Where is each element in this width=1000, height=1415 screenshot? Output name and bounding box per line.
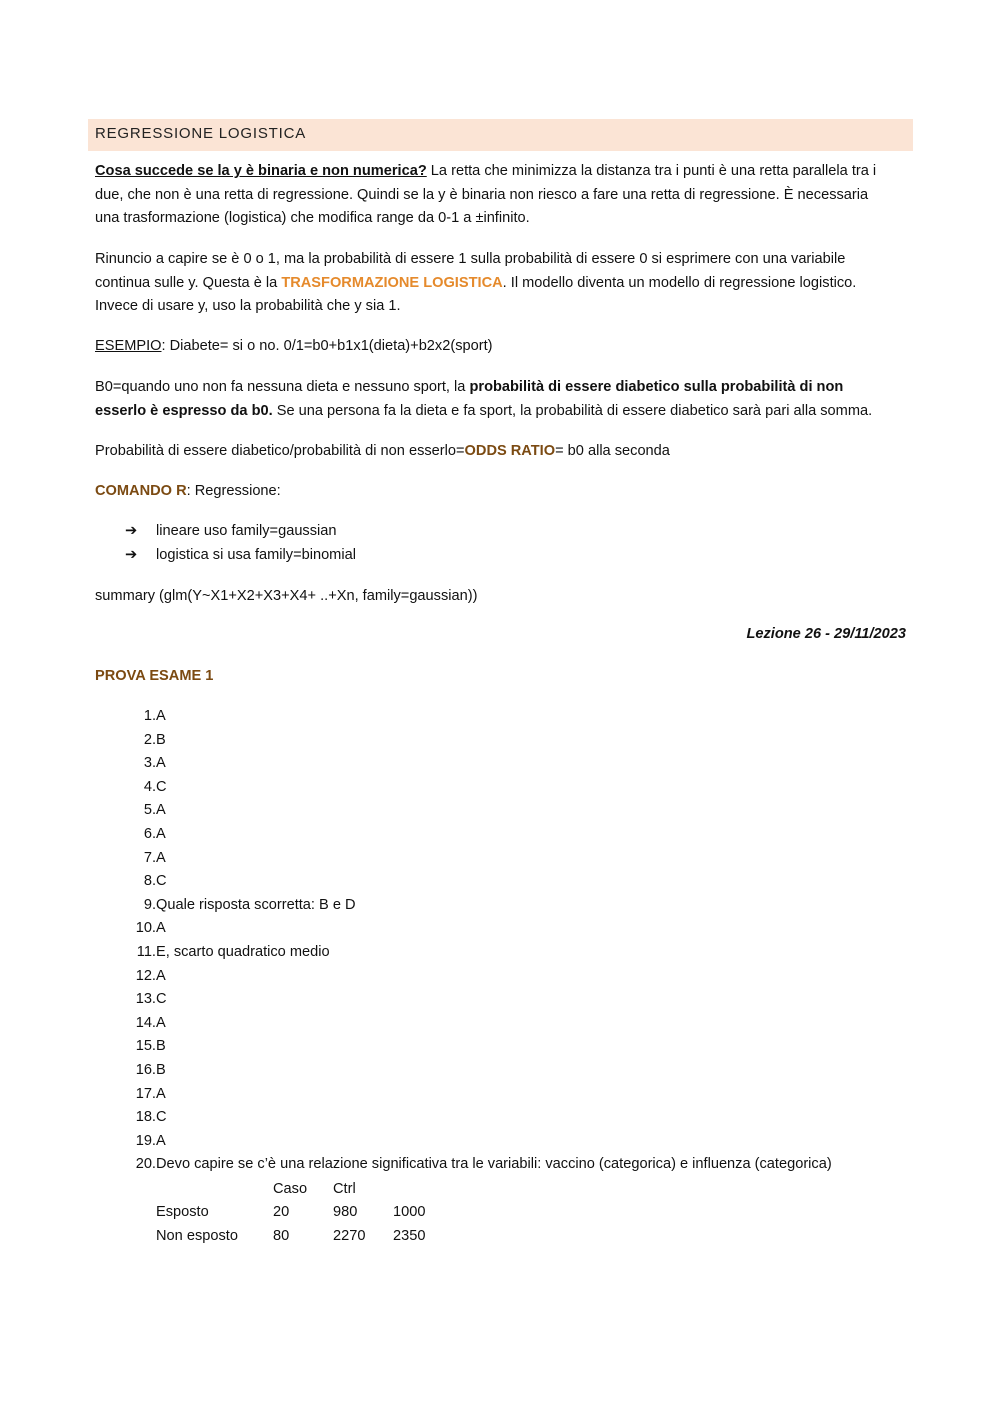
example-label: ESEMPIO: [95, 338, 162, 354]
paragraph-text: La retta che minimizza la distanza tra i punti è una retta parallela tra i: [426, 163, 877, 179]
table-cell: Esposto: [156, 1204, 209, 1221]
answer-list-item: [118, 917, 918, 941]
table-row: [156, 1224, 453, 1248]
arrow-list-item: [125, 544, 356, 568]
table-cell: [156, 1177, 273, 1201]
table-cell: 80: [273, 1227, 290, 1244]
paragraph-text: continua sulle y. Questa è la: [95, 274, 282, 291]
table-cell: 20: [273, 1204, 290, 1221]
answer-number: 3.: [143, 755, 156, 772]
contingency-table: [156, 1177, 453, 1248]
answer-text: A: [156, 967, 166, 984]
answer-list-item: [118, 1012, 918, 1036]
answer-text: C: [156, 873, 167, 890]
answer-text: A: [156, 849, 166, 866]
answer-text: C: [156, 1109, 167, 1126]
answer-list-item: [118, 1106, 918, 1130]
paragraph-example: [95, 335, 910, 359]
answer-text: A: [156, 1132, 166, 1149]
paragraph-text: due, che non è una retta di regressione. Quindi se la y è binaria non riesco a fare una retta di regressione. È necessaria: [95, 186, 869, 203]
question-text: Cosa succede se la y è binaria e non numerica?: [95, 163, 427, 179]
answer-text: B: [156, 1038, 166, 1055]
answer-list-item: [118, 1130, 918, 1154]
answer-number: 2.: [143, 731, 156, 748]
answer-number: 12.: [135, 967, 156, 984]
answer-number: 1.: [143, 708, 156, 724]
answer-list-item: [118, 894, 918, 918]
paragraph-b0: [95, 376, 910, 423]
answer-text: A: [156, 825, 166, 842]
arrow-list-item: [125, 520, 337, 544]
answer-list-item: [118, 941, 918, 965]
exam-title: PROVA ESAME 1: [95, 668, 214, 684]
answer-list-item: [118, 847, 918, 871]
arrow-right-icon: ➔: [125, 547, 138, 563]
answer-number: 19.: [135, 1132, 156, 1149]
paragraph-odds-ratio: [95, 440, 910, 464]
paragraph-text: Se una persona fa la dieta e fa sport, la probabilità di essere diabetico sarà pari alla somma.: [272, 402, 873, 419]
answer-number: 6.: [143, 825, 156, 842]
paragraph-text: B0=quando uno non fa nessuna dieta e nessuno sport, la: [95, 379, 470, 395]
table-row: [156, 1201, 453, 1225]
answer-number: 11.: [136, 943, 156, 960]
answer-list: [118, 705, 918, 1177]
table-header-row: [156, 1177, 453, 1201]
table-cell: Non esposto: [156, 1227, 238, 1244]
answer-list-item: [118, 823, 918, 847]
answer-list-item: [118, 1083, 918, 1107]
answer-list-item: [118, 752, 918, 776]
section-heading-bar: [88, 119, 913, 151]
answer-number: 17.: [135, 1085, 156, 1102]
section-heading: REGRESSIONE LOGISTICA: [95, 125, 307, 142]
bold-text: probabilità di essere diabetico sulla probabilità di non: [469, 379, 844, 395]
answer-number: 16.: [135, 1061, 156, 1078]
r-command-label: COMANDO R: [95, 483, 187, 499]
paragraph-r-command: [95, 480, 910, 504]
answer-text: Quale risposta scorretta: B e D: [156, 896, 356, 913]
paragraph-binary-y: [95, 160, 910, 231]
answer-text: C: [156, 778, 167, 795]
answer-number: 13.: [135, 991, 156, 1008]
answer-list-item: [118, 776, 918, 800]
answer-text: A: [156, 755, 166, 772]
arrow-item-text: logistica si usa family=binomial: [156, 547, 356, 563]
answer-list-item: [118, 965, 918, 989]
answer-text: A: [156, 1085, 166, 1102]
table-cell: [393, 1177, 453, 1201]
answer-text: C: [156, 991, 167, 1008]
paragraph-text: : Diabete= si o no. 0/1=b0+b1x1(dieta)+b2x2(sport): [161, 338, 493, 354]
answer-text: B: [156, 731, 166, 748]
answer-text: A: [156, 920, 166, 937]
lesson-date: Lezione 26 - 29/11/2023: [746, 626, 906, 642]
paragraph-text: Probabilità di essere diabetico/probabilità di non esserlo=: [95, 443, 465, 459]
paragraph-text: Invece di usare y, uso la probabilità che y sia 1.: [95, 298, 401, 314]
answer-list-item: [118, 705, 918, 729]
answer-number: 8.: [143, 873, 156, 890]
answer-number: 18.: [135, 1109, 156, 1126]
table-cell: 2270: [333, 1227, 366, 1244]
answer-number: 4.: [143, 778, 156, 795]
answer-number: 5.: [143, 802, 156, 819]
table-cell: Ctrl: [333, 1180, 356, 1197]
bold-text: esserlo è espresso da b0.: [95, 402, 273, 419]
answer-number: 7.: [143, 849, 156, 866]
answer-text: B: [156, 1061, 166, 1078]
answer-number: 14.: [135, 1014, 156, 1031]
paragraph-text: = b0 alla seconda: [555, 443, 670, 459]
answer-text: A: [156, 802, 166, 819]
answer-list-item: [118, 1153, 918, 1177]
summary-code-line: summary (glm(Y~X1+X2+X3+X4+ ..+Xn, family=gaussian)): [95, 588, 478, 604]
paragraph-logistic-transform: [95, 248, 910, 319]
answer-list-item: [118, 799, 918, 823]
table-cell: Caso: [273, 1180, 308, 1197]
answer-text: A: [156, 708, 166, 724]
highlight-odds-ratio: ODDS RATIO: [464, 443, 556, 459]
answer-text: A: [156, 1014, 166, 1031]
answer-list-item: [118, 1059, 918, 1083]
highlight-logistic-transform: TRASFORMAZIONE LOGISTICA: [281, 274, 503, 291]
paragraph-text: : Regressione:: [186, 483, 281, 499]
answer-list-item: [118, 870, 918, 894]
answer-text: E, scarto quadratico medio: [156, 943, 330, 960]
answer-list-item: [118, 988, 918, 1012]
arrow-right-icon: ➔: [125, 523, 138, 539]
table-cell: 1000: [393, 1204, 426, 1221]
table-cell: 2350: [393, 1227, 426, 1244]
answer-list-item: [118, 729, 918, 753]
answer-number: 20.: [135, 1156, 156, 1173]
paragraph-text: una trasformazione (logistica) che modifica range da 0-1 a ±infinito.: [95, 210, 530, 226]
answer-list-item: [118, 1035, 918, 1059]
answer-number: 15.: [135, 1038, 156, 1055]
paragraph-text: . Il modello diventa un modello di regressione logistico.: [502, 274, 857, 291]
table-cell: 980: [333, 1204, 358, 1221]
answer-number: 9.: [143, 896, 156, 913]
arrow-item-text: lineare uso family=gaussian: [156, 523, 337, 539]
answer-text: Devo capire se c’è una relazione significativa tra le variabili: vaccino (categorica) e influenza (categorica): [156, 1156, 832, 1173]
answer-number: 10.: [135, 920, 156, 937]
paragraph-text: Rinuncio a capire se è 0 o 1, ma la probabilità di essere 1 sulla probabilità di essere 0 si esprimere con una variabile: [95, 251, 846, 267]
